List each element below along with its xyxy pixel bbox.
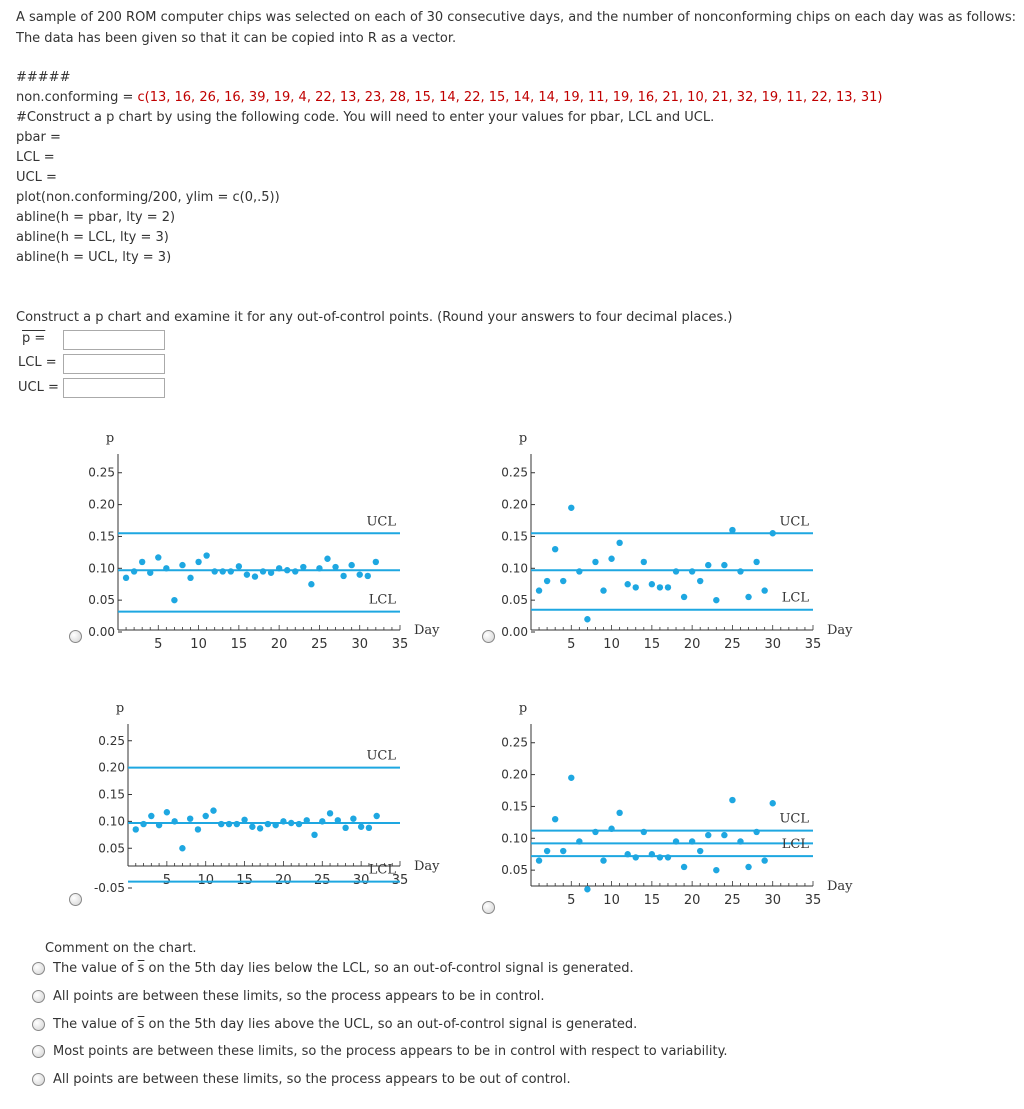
data-point xyxy=(319,818,325,824)
x-tick-label: 15 xyxy=(643,893,661,908)
comment-option-2-radio[interactable] xyxy=(32,990,45,1003)
comment-option-5-label[interactable] xyxy=(53,1072,571,1087)
data-point xyxy=(560,848,566,854)
x-tick-label: 5 xyxy=(154,637,163,650)
y-tick-label: 0.05 xyxy=(501,863,528,878)
data-point xyxy=(737,838,743,844)
y-tick-label: 0.25 xyxy=(98,733,125,748)
data-point xyxy=(641,559,647,565)
data-point xyxy=(697,848,703,854)
y-tick-label: 0.10 xyxy=(501,831,528,846)
data-point xyxy=(552,546,558,552)
code-lcl: LCL = xyxy=(16,150,55,165)
y-tick-label: 0.20 xyxy=(98,760,125,775)
data-point xyxy=(705,832,711,838)
chart-option-a-radio[interactable] xyxy=(69,630,82,643)
data-point xyxy=(123,575,129,581)
chart-option-b-radio[interactable] xyxy=(482,630,495,643)
data-point xyxy=(665,584,671,590)
data-point xyxy=(592,559,598,565)
ucl-input[interactable] xyxy=(63,378,165,398)
data-point xyxy=(241,817,247,823)
x-tick-label: 15 xyxy=(236,873,253,888)
data-point xyxy=(265,821,271,827)
data-point xyxy=(276,565,282,571)
x-tick-label: 25 xyxy=(724,637,741,650)
x-tick-label: 20 xyxy=(683,637,701,650)
chart-xlabel: Day xyxy=(827,623,853,638)
option-text: All points are between these limits, so the process appears to be in control. xyxy=(53,989,545,1004)
chart-xlabel: Day xyxy=(827,879,853,894)
y-tick-label: 0.05 xyxy=(98,841,125,856)
data-point xyxy=(600,587,606,593)
code-abline-3: abline(h = UCL, lty = 3) xyxy=(16,250,172,265)
data-point xyxy=(288,820,294,826)
x-tick-label: 20 xyxy=(270,637,288,650)
data-point xyxy=(552,816,558,822)
data-point xyxy=(649,581,655,587)
x-tick-label: 30 xyxy=(764,893,781,908)
data-point xyxy=(284,567,290,573)
data-point xyxy=(673,568,679,574)
y-tick-label: 0.15 xyxy=(88,529,115,544)
data-point xyxy=(536,857,542,863)
chart-ylabel: p xyxy=(115,701,125,716)
y-tick-label: 0.15 xyxy=(501,799,528,814)
pbar-label: p = xyxy=(22,331,46,346)
data-point xyxy=(133,826,139,832)
x-tick-label: 10 xyxy=(190,637,207,650)
comment-option-4-radio[interactable] xyxy=(32,1045,45,1058)
y-tick-label: 0.20 xyxy=(501,767,528,782)
data-point xyxy=(373,559,379,565)
data-point xyxy=(179,845,185,851)
option-text: Most points are between these limits, so the process appears to be in control with respect to variability. xyxy=(53,1044,728,1059)
data-point xyxy=(729,527,735,533)
y-tick-label: 0.00 xyxy=(88,625,115,639)
data-point xyxy=(257,825,263,831)
data-point xyxy=(584,616,590,622)
data-point xyxy=(350,815,356,821)
data-point xyxy=(729,797,735,803)
option-text: on the 5th day lies below the LCL, so an out-of-control signal is generated. xyxy=(144,961,634,976)
data-point xyxy=(228,568,234,574)
data-point xyxy=(249,824,255,830)
y-tick-label: 0.15 xyxy=(98,787,125,802)
code-plot: plot(non.conforming/200, ylim = c(0,.5)) xyxy=(16,190,280,205)
data-point xyxy=(761,857,767,863)
option-text: The value of xyxy=(53,1017,138,1032)
data-point xyxy=(721,832,727,838)
data-point xyxy=(139,559,145,565)
code-ucl: UCL = xyxy=(16,170,57,185)
y-tick-label: 0.05 xyxy=(88,593,115,608)
data-point xyxy=(681,864,687,870)
y-tick-label: 0.20 xyxy=(88,497,115,512)
data-point xyxy=(633,584,639,590)
data-point xyxy=(673,838,679,844)
data-point xyxy=(155,554,161,560)
data-point xyxy=(324,556,330,562)
data-point xyxy=(576,568,582,574)
data-point xyxy=(770,530,776,536)
data-point xyxy=(311,832,317,838)
data-point xyxy=(358,824,364,830)
data-point xyxy=(171,818,177,824)
data-point xyxy=(268,570,274,576)
data-point xyxy=(340,573,346,579)
x-tick-label: 35 xyxy=(391,637,409,650)
pbar-input[interactable] xyxy=(63,330,165,350)
option-text: on the 5th day lies above the UCL, so an out-of-control signal is generated. xyxy=(144,1017,638,1032)
x-tick-label: 30 xyxy=(764,637,781,650)
data-point xyxy=(234,821,240,827)
data-point xyxy=(292,568,298,574)
data-point xyxy=(220,568,226,574)
data-point xyxy=(649,851,655,857)
data-point xyxy=(705,562,711,568)
data-point xyxy=(366,825,372,831)
code-vector-values: c(13, 16, 26, 16, 39, 19, 4, 22, 13, 23, 28, 15, 14, 22, 15, 14, 14, 19, 11, 19, 16, 21, 10, 21, 32, 19, 11, 22, 13, 31) xyxy=(137,90,883,105)
option-symbol: $\overline{s}$ xyxy=(137,1017,145,1032)
ucl-label: UCL xyxy=(366,748,396,764)
x-tick-label: 35 xyxy=(804,893,822,908)
data-point xyxy=(753,829,759,835)
y-tick-label: 0.20 xyxy=(501,497,528,512)
x-tick-label: 10 xyxy=(603,893,620,908)
data-point xyxy=(624,851,630,857)
data-point xyxy=(681,594,687,600)
lcl-label: LCL xyxy=(368,592,396,608)
chart-option-a xyxy=(70,420,460,650)
data-point xyxy=(195,826,201,832)
data-point xyxy=(308,581,314,587)
ucl-label: UCL xyxy=(779,811,809,827)
code-vector-prefix: non.conforming = xyxy=(16,90,138,105)
chart-xlabel: Day xyxy=(414,623,440,638)
data-point xyxy=(713,867,719,873)
lcl-label: LCL xyxy=(781,837,809,853)
data-point xyxy=(211,568,217,574)
chart-option-c xyxy=(70,690,460,920)
data-point xyxy=(187,815,193,821)
chart-ylabel: p xyxy=(105,431,115,446)
x-tick-label: 10 xyxy=(603,637,620,650)
x-tick-label: 25 xyxy=(724,893,741,908)
data-point xyxy=(689,568,695,574)
data-point xyxy=(536,587,542,593)
data-point xyxy=(163,565,169,571)
chart-option-b xyxy=(483,420,873,650)
comment-option-1-label[interactable] xyxy=(53,961,634,976)
code-pbar: pbar = xyxy=(16,130,61,145)
x-tick-label: 15 xyxy=(643,637,661,650)
chart-xlabel: Day xyxy=(414,859,440,874)
data-point xyxy=(616,810,622,816)
data-point xyxy=(745,864,751,870)
data-point xyxy=(140,821,146,827)
code-comment: #Construct a p chart by using the following code. You will need to enter your values for pbar, LCL and UCL. xyxy=(16,110,715,125)
ucl-label: UCL = xyxy=(18,380,59,395)
data-point xyxy=(584,886,590,892)
chart-option-d-radio[interactable] xyxy=(482,901,495,914)
lcl-input[interactable] xyxy=(63,354,165,374)
lcl-label: LCL = xyxy=(18,355,57,370)
x-tick-label: 20 xyxy=(275,873,292,888)
data-point xyxy=(260,568,266,574)
data-point xyxy=(210,807,216,813)
data-point xyxy=(332,564,338,570)
option-text: All points are between these limits, so the process appears to be out of control. xyxy=(53,1072,571,1087)
y-tick-label: 0.10 xyxy=(88,561,115,576)
data-point xyxy=(327,810,333,816)
data-point xyxy=(713,597,719,603)
data-point xyxy=(770,800,776,806)
x-tick-label: 30 xyxy=(351,637,368,650)
data-point xyxy=(280,818,286,824)
data-point xyxy=(373,813,379,819)
data-point xyxy=(148,813,154,819)
comment-prompt: Comment on the chart. xyxy=(45,941,197,956)
data-point xyxy=(721,562,727,568)
x-tick-label: 35 xyxy=(804,637,822,650)
data-point xyxy=(568,775,574,781)
data-point xyxy=(624,581,630,587)
data-point xyxy=(576,838,582,844)
data-point xyxy=(745,594,751,600)
data-point xyxy=(164,809,170,815)
data-point xyxy=(195,559,201,565)
data-point xyxy=(348,562,354,568)
lcl-label: LCL xyxy=(368,862,396,878)
option-symbol: $\overline{s}$ xyxy=(137,961,145,976)
comment-option-5-radio[interactable] xyxy=(32,1073,45,1086)
x-tick-label: 30 xyxy=(352,873,370,888)
y-tick-label: 0.05 xyxy=(501,593,528,608)
data-point xyxy=(600,857,606,863)
data-point xyxy=(657,854,663,860)
data-point xyxy=(187,575,193,581)
code-abline-2: abline(h = LCL, lty = 3) xyxy=(16,230,169,245)
data-point xyxy=(226,821,232,827)
lcl-label: LCL xyxy=(781,590,809,606)
data-point xyxy=(304,817,310,823)
data-point xyxy=(203,813,209,819)
y-tick-label: 0.10 xyxy=(501,561,528,576)
x-tick-label: 5 xyxy=(567,893,576,908)
x-tick-label: 25 xyxy=(311,637,328,650)
x-tick-label: 35 xyxy=(391,873,409,888)
data-point xyxy=(296,821,302,827)
y-tick-label: -0.05 xyxy=(93,881,125,895)
data-point xyxy=(608,556,614,562)
comment-option-2-label[interactable] xyxy=(53,989,545,1004)
x-tick-label: 5 xyxy=(567,637,576,650)
data-point xyxy=(342,825,348,831)
code-abline-1: abline(h = pbar, lty = 2) xyxy=(16,210,176,225)
ucl-label: UCL xyxy=(366,514,396,530)
x-tick-label: 10 xyxy=(197,873,214,888)
data-point xyxy=(300,564,306,570)
data-point xyxy=(179,562,185,568)
data-point xyxy=(156,822,162,828)
y-tick-label: 0.10 xyxy=(98,814,125,829)
y-tick-label: 0.25 xyxy=(501,735,528,750)
chart-option-c-radio[interactable] xyxy=(69,893,82,906)
data-point xyxy=(689,838,695,844)
data-point xyxy=(244,571,250,577)
comment-option-3-label[interactable] xyxy=(53,1017,637,1032)
code-vector xyxy=(16,90,882,105)
comment-option-4-label[interactable] xyxy=(53,1044,728,1059)
data-point xyxy=(335,817,341,823)
data-point xyxy=(544,578,550,584)
problem-line-2: The data has been given so that it can be copied into R as a vector. xyxy=(16,31,457,46)
data-point xyxy=(218,821,224,827)
chart-ylabel: p xyxy=(518,431,528,446)
y-tick-label: 0.00 xyxy=(501,625,528,639)
data-point xyxy=(608,826,614,832)
data-point xyxy=(544,848,550,854)
x-tick-label: 20 xyxy=(683,893,701,908)
comment-option-1-radio[interactable] xyxy=(32,962,45,975)
x-tick-label: 15 xyxy=(230,637,248,650)
chart-ylabel: p xyxy=(518,701,528,716)
data-point xyxy=(737,568,743,574)
data-point xyxy=(616,540,622,546)
x-tick-label: 25 xyxy=(314,873,331,888)
data-point xyxy=(568,505,574,511)
data-point xyxy=(697,578,703,584)
data-point xyxy=(592,829,598,835)
data-point xyxy=(665,854,671,860)
data-point xyxy=(131,568,137,574)
data-point xyxy=(657,584,663,590)
data-point xyxy=(560,578,566,584)
chart-option-d xyxy=(483,690,873,920)
ucl-label: UCL xyxy=(779,514,809,530)
data-point xyxy=(236,563,242,569)
y-tick-label: 0.15 xyxy=(501,529,528,544)
data-point xyxy=(357,571,363,577)
y-tick-label: 0.25 xyxy=(88,465,115,480)
data-point xyxy=(633,854,639,860)
option-text: The value of xyxy=(53,961,138,976)
problem-line-1: A sample of 200 ROM computer chips was selected on each of 30 consecutive days, and the number of nonconforming chips on each day was as follows: xyxy=(16,10,1017,25)
code-hashes: ##### xyxy=(16,70,71,85)
data-point xyxy=(203,552,209,558)
comment-option-3-radio[interactable] xyxy=(32,1018,45,1031)
data-point xyxy=(761,587,767,593)
data-point xyxy=(753,559,759,565)
question-prompt: Construct a p chart and examine it for any out-of-control points. (Round your answers to four decimal places.) xyxy=(16,310,733,325)
data-point xyxy=(252,573,258,579)
data-point xyxy=(316,565,322,571)
data-point xyxy=(641,829,647,835)
y-tick-label: 0.25 xyxy=(501,465,528,480)
data-point xyxy=(147,570,153,576)
data-point xyxy=(272,822,278,828)
data-point xyxy=(365,573,371,579)
x-tick-label: 5 xyxy=(162,873,171,888)
data-point xyxy=(171,597,177,603)
